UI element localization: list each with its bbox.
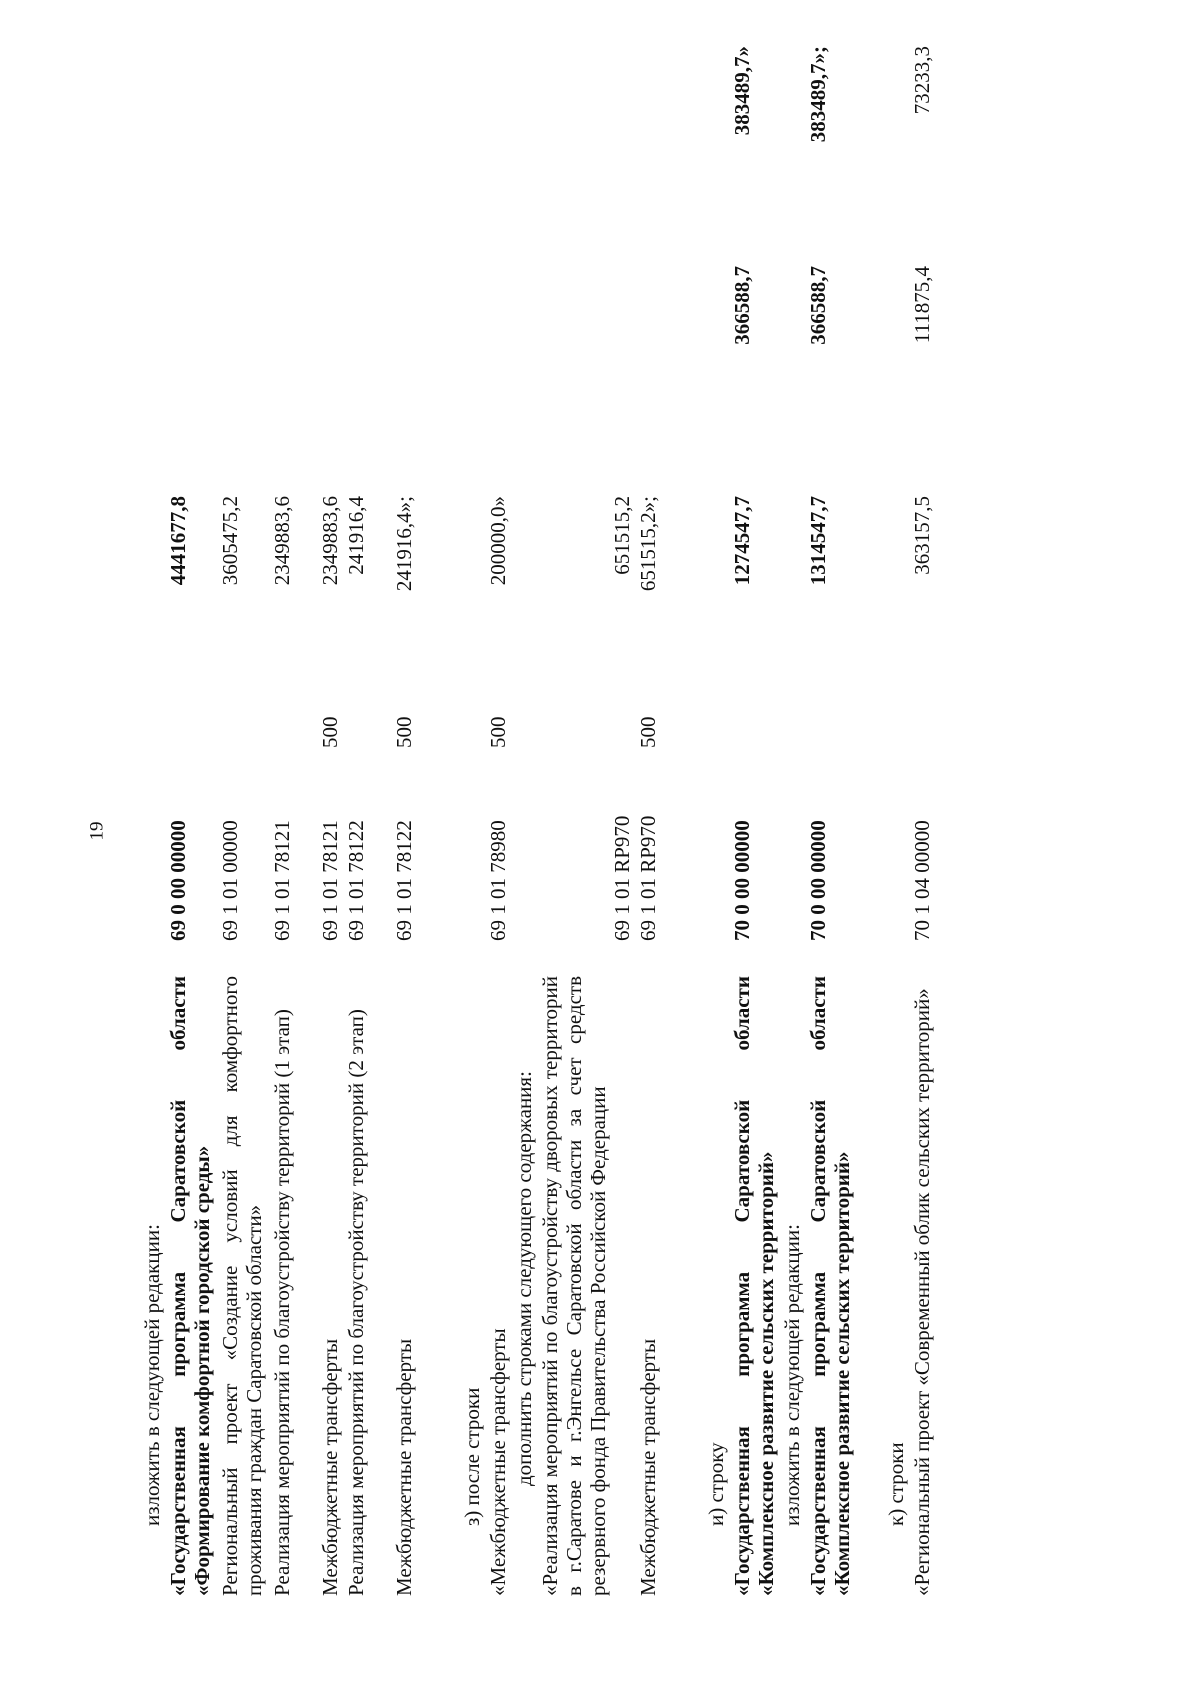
row-code: 69 0 00 00000	[166, 820, 190, 941]
section-intro: изложить в следующей редакции:	[780, 1224, 804, 1526]
row-text: «Государственная программа Саратовской области «Комплексное развитие сельских территорий»	[730, 976, 778, 1596]
section-intro: и) строку	[704, 1442, 728, 1526]
row-text: «Государственная программа Саратовской области «Формирование комфортной городской среды»	[166, 976, 214, 1596]
row-code: 69 1 01 78122	[344, 820, 368, 941]
row-amount: 383489,7»;	[806, 46, 830, 143]
row-text: «Реализация мероприятий по благоустройству дворовых территорий в г.Саратове и г.Энгельсе Саратовской области за счет средств резервного фонда Правительства Российской Федерации	[538, 976, 610, 1596]
row-code: 69 1 01 78980	[486, 820, 510, 941]
row-amount: 200000,0»	[486, 496, 510, 586]
row-amount: 241916,4	[344, 496, 368, 575]
document-body	[140, 36, 1200, 1596]
section-intro: к) строки	[884, 1442, 908, 1526]
row-vr: 500	[392, 716, 416, 748]
row-vr: 500	[636, 716, 660, 748]
row-text: Межбюджетные трансферты	[636, 1338, 660, 1596]
row-text: Региональный проект «Создание условий для комфортного проживания граждан Саратовской области»	[218, 976, 266, 1596]
row-amount: 111875,4	[910, 266, 934, 344]
row-amount: 241916,4»;	[392, 496, 416, 592]
row-code: 70 0 00 00000	[730, 820, 754, 941]
row-amount: 2349883,6	[270, 496, 294, 586]
row-vr: 500	[486, 716, 510, 748]
section-intro: изложить в следующей редакции:	[140, 1224, 164, 1526]
row-code: 69 1 01 78122	[392, 820, 416, 941]
row-text: «Межбюджетные трансферты	[486, 1328, 510, 1596]
row-text: Межбюджетные трансферты	[318, 1338, 342, 1596]
row-text: Реализация мероприятий по благоустройству территорий (2 этап)	[344, 1009, 368, 1596]
row-amount: 73233,3	[910, 46, 934, 115]
row-vr: 500	[318, 716, 342, 748]
row-amount: 366588,7	[806, 266, 830, 345]
row-amount: 2349883,6	[318, 496, 342, 586]
row-amount: 651515,2	[610, 496, 634, 575]
row-code: 69 1 01 78121	[318, 820, 342, 941]
row-text: «Региональный проект «Современный облик сельских территорий»	[910, 988, 934, 1596]
row-amount: 363157,5	[910, 496, 934, 575]
row-amount: 3605475,2	[218, 496, 242, 586]
row-amount: 4441677,8	[166, 496, 190, 586]
row-amount: 366588,7	[730, 266, 754, 345]
row-code: 70 1 04 00000	[910, 820, 934, 941]
row-text: Межбюджетные трансферты	[392, 1338, 416, 1596]
row-code: 69 1 01 00000	[218, 820, 242, 941]
row-amount: 383489,7»	[730, 46, 754, 136]
page-number: 19	[86, 821, 108, 841]
section-intro: дополнить строками следующего содержания:	[512, 1071, 536, 1486]
section-intro: з) после строки	[460, 1387, 484, 1526]
row-code: 69 1 01 RP970	[610, 815, 634, 941]
row-text: Реализация мероприятий по благоустройству территорий (1 этап)	[270, 1009, 294, 1596]
row-code: 70 0 00 00000	[806, 820, 830, 941]
row-amount: 651515,2»;	[636, 496, 660, 592]
row-code: 69 1 01 78121	[270, 820, 294, 941]
row-amount: 1314547,7	[806, 496, 830, 586]
row-text: «Государственная программа Саратовской области «Комплексное развитие сельских территорий»	[806, 976, 854, 1596]
row-amount: 1274547,7	[730, 496, 754, 586]
row-code: 69 1 01 RP970	[636, 815, 660, 941]
